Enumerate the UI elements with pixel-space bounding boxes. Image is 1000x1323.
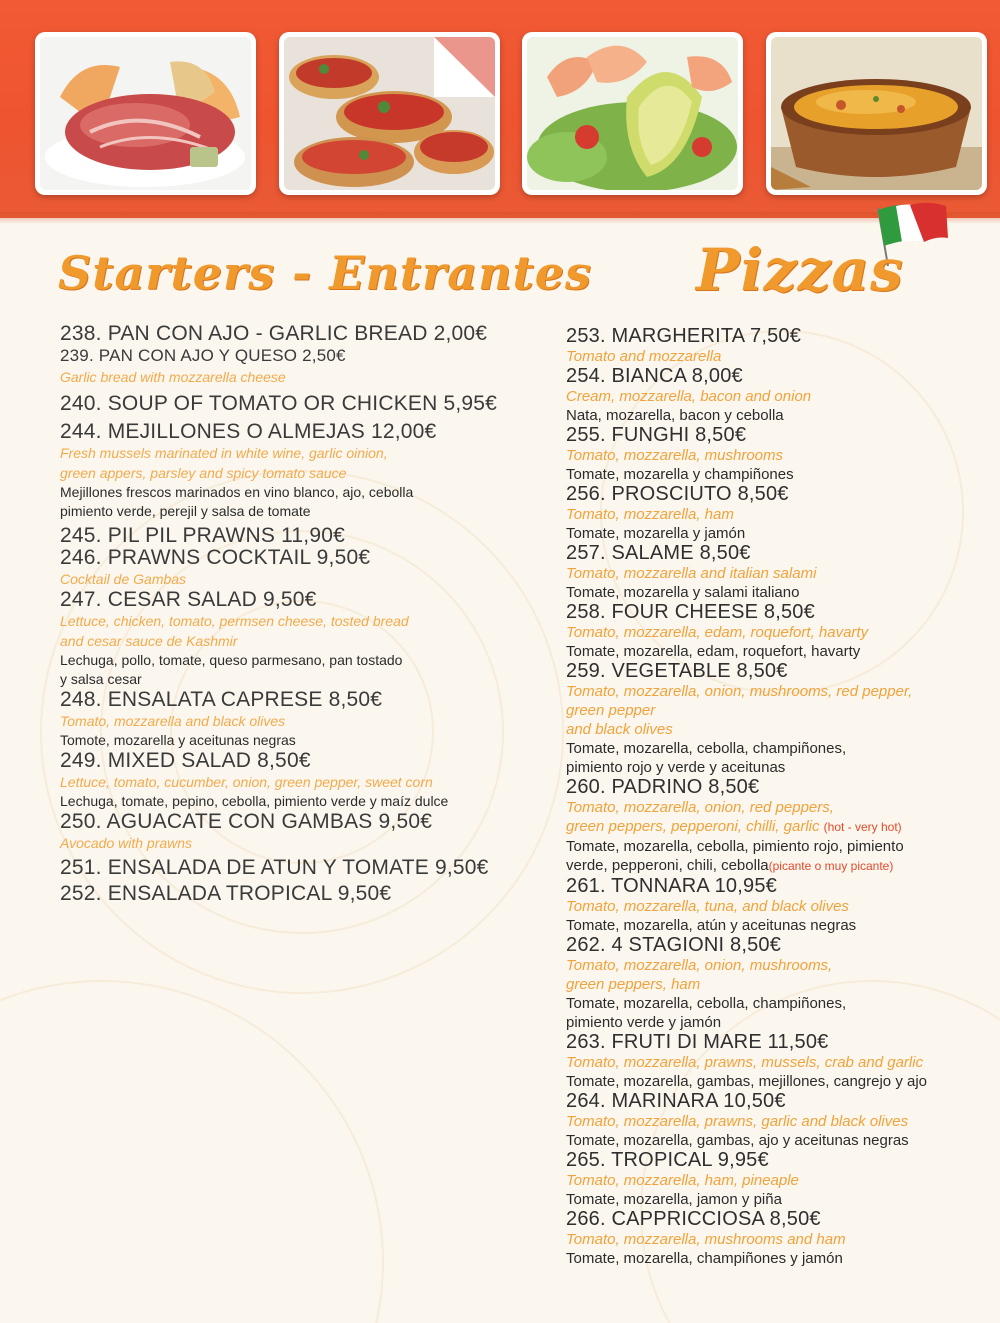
menu-item — [60, 811, 560, 853]
menu-item — [566, 366, 996, 425]
item-desc-es: Tomate, mozarella, edam, roquefort, havarty — [566, 643, 861, 660]
menu-item — [60, 525, 560, 547]
item-name: 264. MARINARA 10,50€ — [566, 1090, 786, 1112]
item-desc-en: Tomato, mozzarella, mushrooms and ham — [566, 1231, 846, 1248]
item-name: 240. SOUP OF TOMATO OR CHICKEN 5,95€ — [60, 392, 498, 415]
item-desc-en: and black olives — [566, 721, 673, 738]
menu-item — [566, 602, 996, 661]
starters-title: Starters - Entrantes — [58, 246, 592, 300]
item-desc-en: Tomato, mozzarella, tuna, and black olives — [566, 898, 849, 915]
menu-item — [60, 547, 560, 589]
menu-item — [566, 777, 996, 876]
item-name: 260. PADRINO 8,50€ — [566, 776, 760, 798]
item-desc-en: green pepper — [566, 702, 656, 719]
menu-item — [566, 1209, 996, 1268]
item-desc-en: Tomato, mozzarella, mushrooms — [566, 447, 784, 464]
bruschetta-photo-icon — [284, 37, 495, 190]
item-name: 247. CESAR SALAD 9,50€ — [60, 588, 317, 611]
menu-item — [60, 345, 560, 387]
item-desc-es: Tomate, mozarella, gambas, mejillones, cangrejo y ajo — [566, 1073, 928, 1090]
item-name: 259. VEGETABLE 8,50€ — [566, 660, 788, 682]
spice-note: (picante o muy picante) — [768, 859, 894, 873]
prawn-avocado-salad-photo-icon — [527, 37, 738, 190]
mandala-ring — [0, 980, 384, 1323]
item-desc-es: y salsa cesar — [60, 671, 142, 687]
item-desc-es-part: verde, pepperoni, chili, cebolla — [566, 857, 769, 874]
menu-item — [566, 425, 996, 484]
item-desc-en: and cesar sauce de Kashmir — [60, 633, 238, 649]
item-desc-es: pimiento verde y jamón — [566, 1014, 722, 1031]
item-name: 255. FUNGHI 8,50€ — [566, 424, 747, 446]
menu-item — [566, 1150, 996, 1209]
menu-item — [566, 484, 996, 543]
photo-card-soup — [766, 32, 987, 195]
item-desc-en: Cream, mozzarella, bacon and onion — [566, 388, 812, 405]
menu-item — [60, 857, 560, 879]
item-desc-en: Tomato, mozzarella, onion, red peppers, — [566, 799, 834, 816]
soup-pot-photo-icon — [771, 37, 982, 190]
menu-item — [60, 750, 560, 811]
item-desc-es: pimiento rojo y verde y aceitunas — [566, 759, 786, 776]
item-name: 256. PROSCIUTO 8,50€ — [566, 483, 789, 505]
item-desc-en: Tomato, mozzarella, ham, pineaple — [566, 1172, 799, 1189]
item-desc-es: Tomote, mozarella y aceitunas negras — [60, 732, 296, 748]
item-desc-es: Tomate, mozarella, cebolla, champiñones, — [566, 995, 847, 1012]
item-desc-es: Tomate, mozarella, cebolla, pimiento rojo, pimiento — [566, 838, 904, 855]
item-name: 253. MARGHERITA 7,50€ — [566, 325, 802, 347]
photo-card-prawns — [522, 32, 743, 195]
menu-item — [60, 883, 560, 905]
header-band — [0, 0, 1000, 218]
item-desc-en: Cocktail de Gambas — [60, 571, 187, 587]
item-desc-en-part: green peppers, pepperoni, chilli, garlic — [566, 818, 820, 835]
item-desc-en-part: green appers, parsley and spicy tomato sauce — [60, 465, 347, 481]
item-name: 266. CAPPRICCIOSA 8,50€ — [566, 1208, 821, 1230]
item-desc-en: Tomato, mozzarella, edam, roquefort, havarty — [566, 624, 869, 641]
item-desc-en: Tomato, mozzarella and black olives — [60, 713, 286, 729]
item-name: 246. PRAWNS COCKTAIL 9,50€ — [60, 546, 371, 569]
item-name: 238. PAN CON AJO - GARLIC BREAD 2,00€ — [60, 322, 488, 345]
item-desc-es: Tomate, mozarella y champiñones — [566, 466, 794, 483]
starters-list — [60, 323, 560, 905]
item-desc-en: Garlic bread with mozzarella cheese — [60, 369, 286, 385]
item-desc-es: Tomate, mozarella, atún y aceitunas negras — [566, 917, 857, 934]
menu-item — [60, 323, 560, 345]
item-desc-es: pimiento verde, perejil y salsa de tomate — [60, 503, 311, 519]
menu-item — [566, 876, 996, 935]
spice-note: (hot - very hot) — [823, 820, 902, 834]
item-name: 239. PAN CON AJO Y QUESO 2,50€ — [60, 346, 346, 365]
menu-item — [566, 661, 996, 777]
menu-item — [60, 689, 560, 750]
item-name: 244. MEJILLONES O ALMEJAS 12,00€ — [60, 420, 437, 443]
item-desc-es: Nata, mozarella, bacon y cebolla — [566, 407, 784, 424]
menu-item — [60, 421, 560, 521]
item-desc-es: Lechuga, tomate, pepino, cebolla, pimiento verde y maíz dulce — [60, 793, 449, 809]
item-desc-en: Lettuce, chicken, tomato, permsen cheese, tosted bread — [60, 613, 409, 629]
menu-item — [566, 326, 996, 366]
item-name: 250. AGUACATE CON GAMBAS 9,50€ — [60, 810, 433, 833]
item-desc-en: Tomato, mozzarella, onion, mushrooms, red pepper, — [566, 683, 913, 700]
menu-item — [566, 935, 996, 1032]
item-desc-es: Tomate, mozarella, champiñones y jamón — [566, 1250, 843, 1267]
photo-card-bruschetta — [279, 32, 500, 195]
item-desc-en — [60, 463, 560, 483]
menu-item — [60, 589, 560, 689]
item-desc-en: Tomato, mozzarella, prawns, mussels, crab and garlic — [566, 1054, 924, 1071]
item-desc-es — [566, 856, 996, 876]
item-desc-es: Tomate, mozarella y salami italiano — [566, 584, 800, 601]
menu-item — [566, 1032, 996, 1091]
item-desc-en: Tomato and mozzarella — [566, 348, 722, 365]
item-desc-en: Tomato, mozzarella, onion, mushrooms, — [566, 957, 833, 974]
item-desc-es: Tomate, mozarella, jamon y piña — [566, 1191, 782, 1208]
item-desc-en: Tomato, mozzarella, ham — [566, 506, 734, 523]
item-name: 262. 4 STAGIONI 8,50€ — [566, 934, 782, 956]
item-desc-es: Lechuga, pollo, tomate, queso parmesano, pan tostado — [60, 652, 403, 668]
item-desc-en: green peppers, ham — [566, 976, 701, 993]
ham-melon-photo-icon — [40, 37, 251, 190]
item-name: 261. TONNARA 10,95€ — [566, 875, 777, 897]
item-name: 251. ENSALADA DE ATUN Y TOMATE 9,50€ — [60, 856, 489, 879]
menu-item — [60, 393, 560, 415]
menu-item — [566, 1091, 996, 1150]
item-name: 248. ENSALATA CAPRESE 8,50€ — [60, 688, 383, 711]
item-name: 258. FOUR CHEESE 8,50€ — [566, 601, 815, 623]
photo-card-ham — [35, 32, 256, 195]
item-desc-en: Lettuce, tomato, cucumber, onion, green pepper, sweet corn — [60, 774, 433, 790]
item-name: 252. ENSALADA TROPICAL 9,50€ — [60, 882, 392, 905]
item-desc-es: Tomate, mozarella y jamón — [566, 525, 746, 542]
pizzas-list — [566, 326, 996, 1268]
item-desc-en: Avocado with prawns — [60, 835, 193, 851]
item-name: 263. FRUTI DI MARE 11,50€ — [566, 1031, 829, 1053]
item-name: 265. TROPICAL 9,95€ — [566, 1149, 769, 1171]
item-name: 245. PIL PIL PRAWNS 11,90€ — [60, 524, 345, 547]
pizzas-title: Pizzas — [696, 236, 904, 304]
item-name: 257. SALAME 8,50€ — [566, 542, 751, 564]
menu-item — [566, 543, 996, 602]
item-desc-en: Tomato, mozzarella and italian salami — [566, 565, 817, 582]
item-desc-es: Mejillones frescos marinados en vino blanco, ajo, cebolla — [60, 484, 414, 500]
item-desc-es: Tomate, mozarella, cebolla, champiñones, — [566, 740, 847, 757]
item-desc-en: Tomato, mozzarella, prawns, garlic and black olives — [566, 1113, 909, 1130]
item-desc-en: Fresh mussels marinated in white wine, garlic oinion, — [60, 445, 388, 461]
item-desc-es: Tomate, mozarella, gambas, ajo y aceitunas negras — [566, 1132, 909, 1149]
item-name: 249. MIXED SALAD 8,50€ — [60, 749, 311, 772]
item-name: 254. BIANCA 8,00€ — [566, 365, 743, 387]
item-desc-en — [566, 817, 996, 837]
